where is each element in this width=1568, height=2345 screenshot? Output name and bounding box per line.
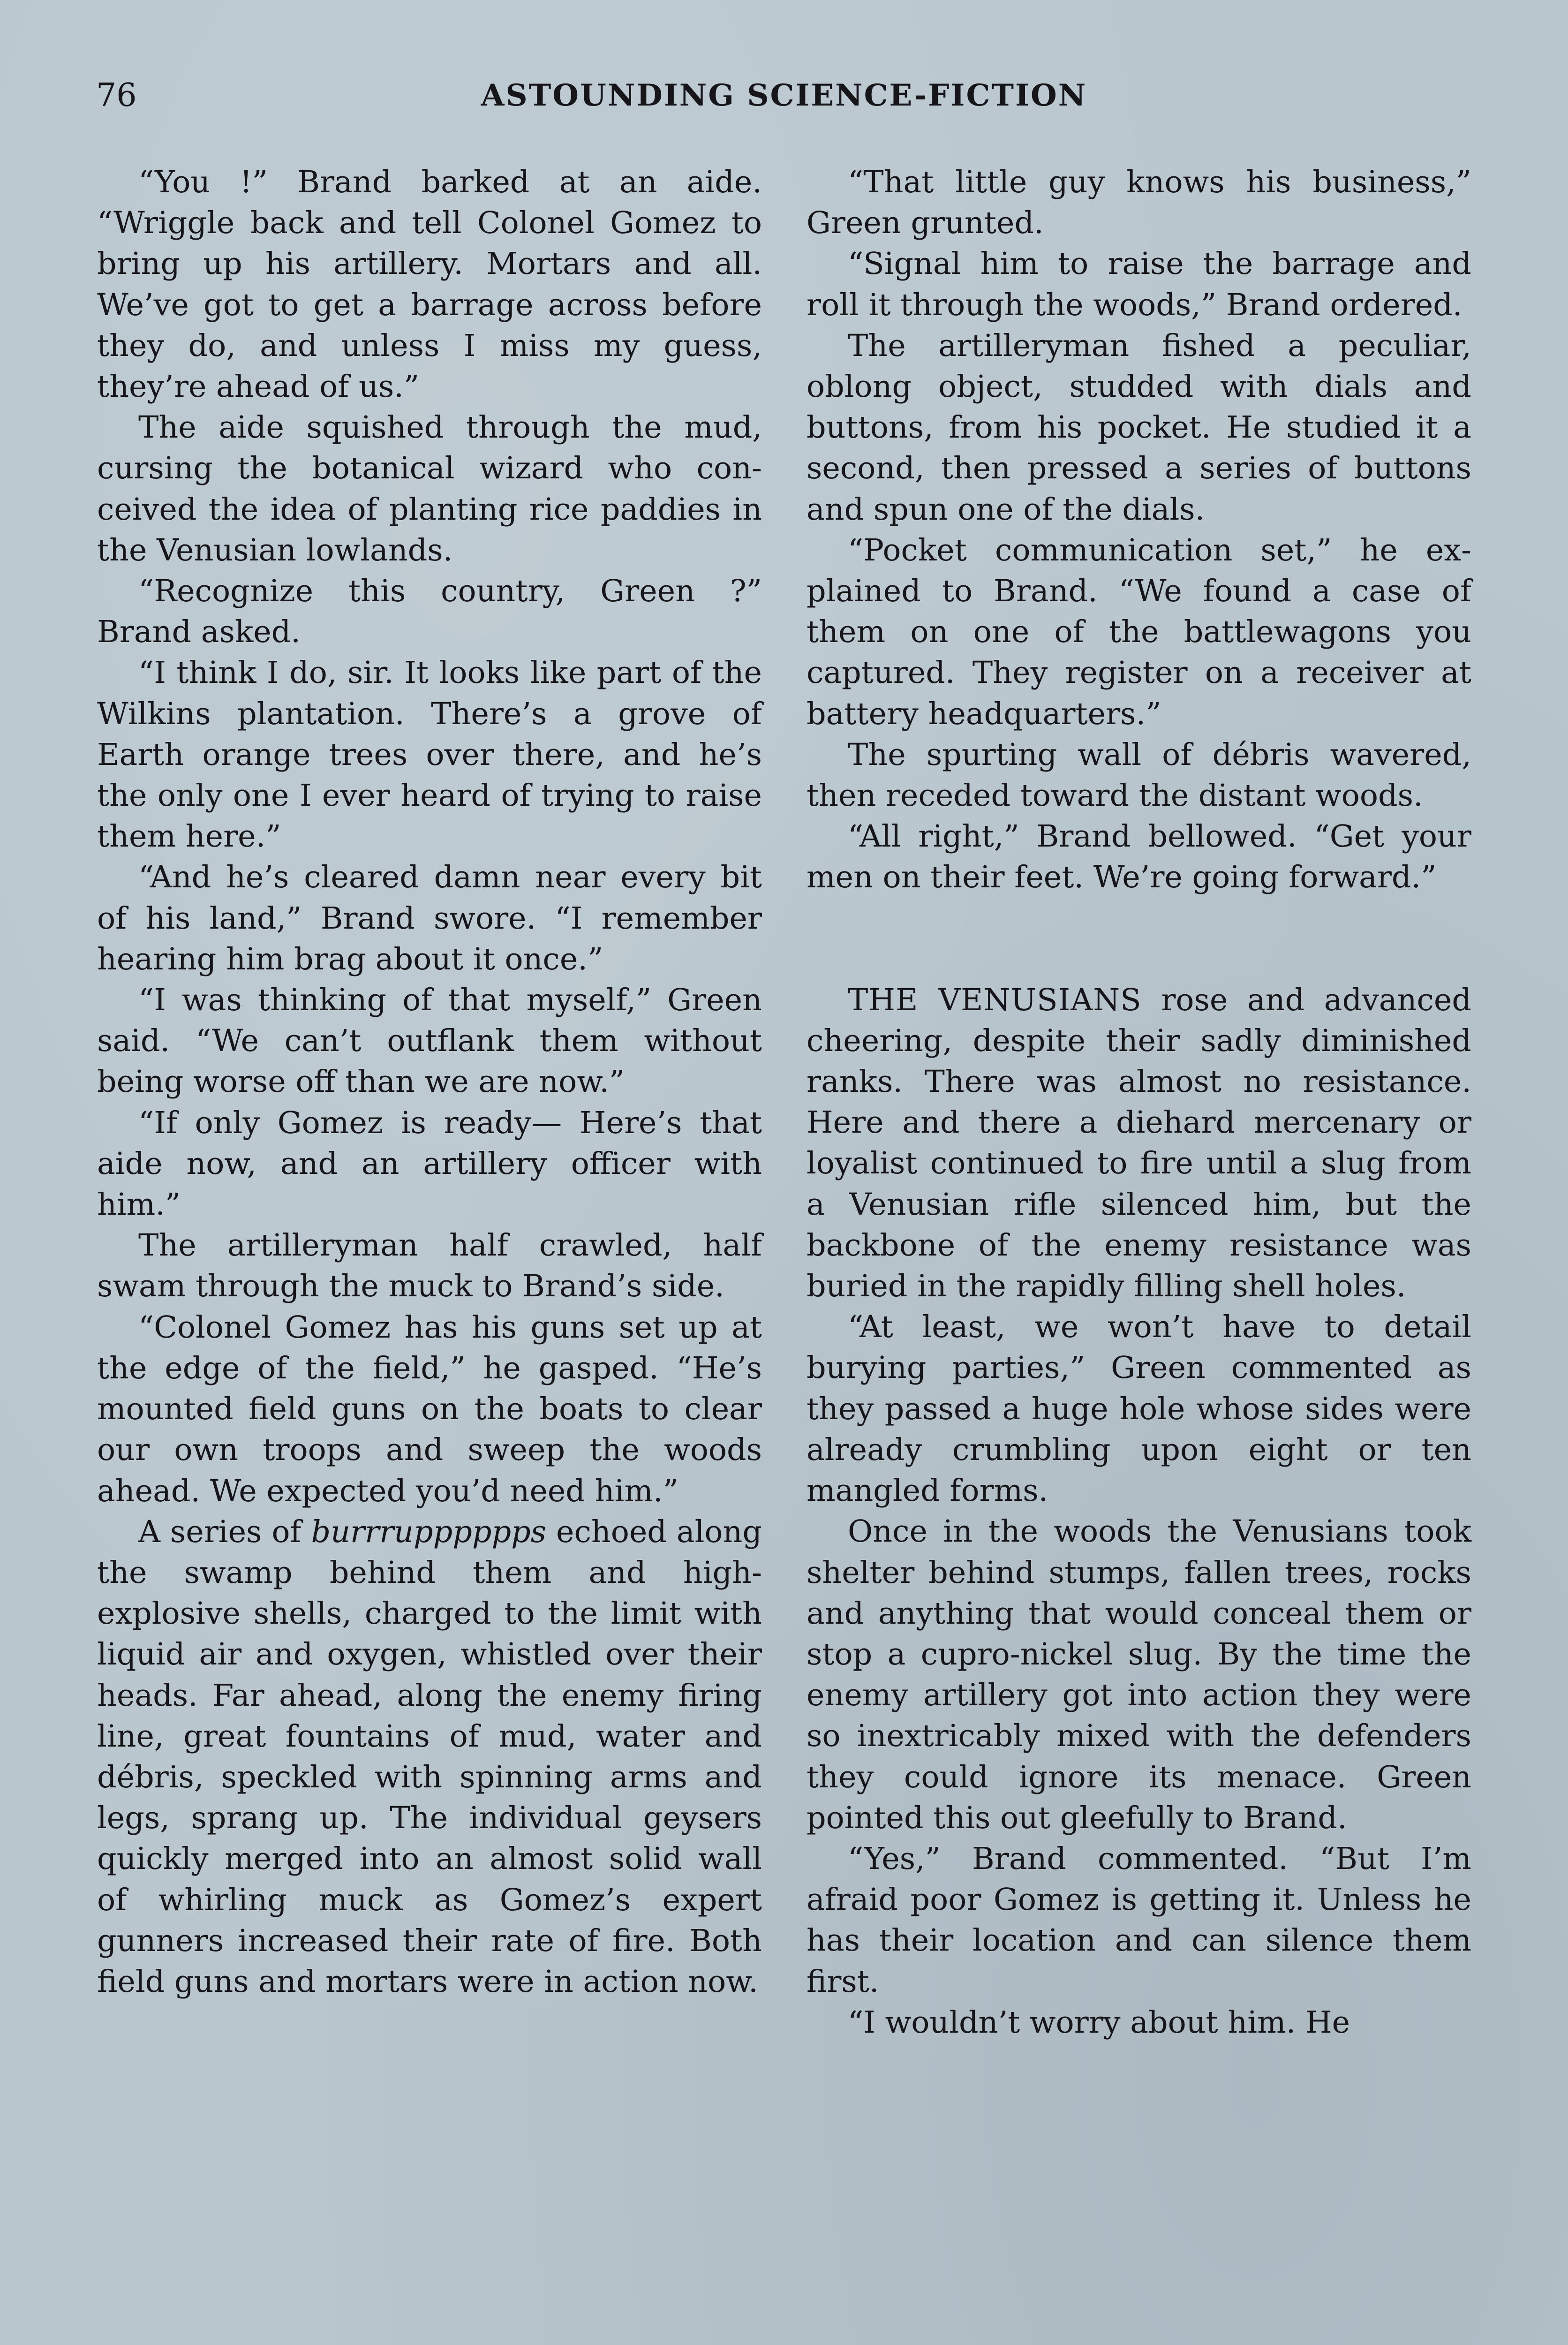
section-lead-caps: THE VENUSIANS bbox=[848, 982, 1142, 1018]
paragraph-last-line: “I wouldn’t worry about him. He bbox=[848, 2005, 1350, 2040]
paragraph: The artilleryman half crawled, half swam through the muck to Brand’s side. bbox=[97, 1228, 762, 1304]
paragraph: “Signal him to raise the barrage and roll it through the woods,” Brand ordered. bbox=[807, 246, 1471, 323]
text-run: A series of bbox=[138, 1514, 311, 1550]
paragraph: “I was thinking of that myself,” Green said. “We can’t outflank them without being worse off than we are now.” bbox=[97, 983, 762, 1100]
paragraph: The spurting wall of débris wavered, then receded toward the distant woods. bbox=[807, 737, 1471, 814]
paragraph: The aide squished through the mud, cursing the botanical wizard who conceived the idea of planting rice paddies in the Venusian lowlands. bbox=[97, 410, 762, 568]
text-run: echoed along the swamp behind them and high-explosive shells, charged to the limit with liquid air and oxygen, whistled over their heads. Far ahead, along the enemy firing line, great fountains of mud, water and débris, speckled with spinning arms and legs, sprang up. The individual geysers quickly merged into an almost solid wall of whirling muck as Gomez’s expert gunners increased their rate of fire. Both field guns and mortars were in action now. bbox=[97, 1514, 762, 1999]
running-title: ASTOUNDING SCIENCE-FICTION bbox=[481, 78, 1087, 113]
right-column bbox=[807, 162, 1471, 2043]
section-start-paragraph bbox=[807, 980, 1471, 1307]
left-column bbox=[97, 162, 762, 2002]
paragraph: Once in the woods the Venusians took shelter behind stumps, fallen trees, rocks and anything that would conceal them or stop a cupro-nickel slug. By the time the enemy artillery got into action they were so inextricably mixed with the defenders they could ignore its menace. Green pointed this out gleefully to Brand. bbox=[807, 1514, 1471, 1836]
paragraph-barrage bbox=[97, 1512, 762, 2002]
paragraph: “Yes,” Brand commented. “But I’m afraid poor Gomez is getting it. Unless he has their location and can silence them first. bbox=[807, 1841, 1471, 1999]
page-number: 76 bbox=[96, 77, 137, 114]
paragraph: “That little guy knows his business,” Green grunted. bbox=[807, 165, 1471, 241]
emphasis-sound-effect: burrrupppppps bbox=[311, 1514, 547, 1550]
text-run: rose and advanced cheering, despite their sadly diminished ranks. There was almost no resistance. Here and there a diehard mercenary or loyalist continued to fire until a slug from a Venusian rifle silenced him, but the backbone of the enemy resistance was buried in the rapidly filling shell holes. bbox=[807, 982, 1471, 1304]
paragraph: The artilleryman fished a peculiar, oblong object, studded with dials and buttons, from his pocket. He studied it a second, then pressed a series of buttons and spun one of the dials. bbox=[807, 328, 1471, 527]
paragraph: “All right,” Brand bellowed. “Get your men on their feet. We’re going forward.” bbox=[807, 819, 1471, 895]
paragraph: “And he’s cleared damn near every bit of his land,” Brand swore. “I remember hearing him brag about it once.” bbox=[97, 860, 762, 977]
paragraph: “At least, we won’t have to detail burying parties,” Green commented as they passed a huge hole whose sides were already crumbling upon eight or ten mangled forms. bbox=[807, 1309, 1471, 1509]
paragraph: “I think I do, sir. It looks like part of the Wilkins plantation. There’s a grove of Earth orange trees over there, and he’s the only one I ever heard of trying to raise them here.” bbox=[97, 655, 762, 855]
paragraph: “Pocket communication set,” he explained to Brand. “We found a case of them on one of the battlewagons you captured. They register on a receiver at battery headquarters.” bbox=[807, 532, 1471, 732]
paragraph: “You !” Brand barked at an aide. “Wriggle back and tell Colonel Gomez to bring up his artillery. Mortars and all. We’ve got to get a barrage across before they do, and unless I miss my guess, they’re ahead of us.” bbox=[97, 165, 762, 405]
paragraph: “Colonel Gomez has his guns set up at the edge of the field,” he gasped. “He’s mounted field guns on the boats to clear our own troops and sweep the woods ahead. We expected you’d need him.” bbox=[97, 1309, 762, 1509]
paragraph: “If only Gomez is ready— Here’s that aide now, and an artillery officer with him.” bbox=[97, 1105, 762, 1223]
paragraph: “Recognize this country, Green ?” Brand asked. bbox=[97, 574, 762, 650]
